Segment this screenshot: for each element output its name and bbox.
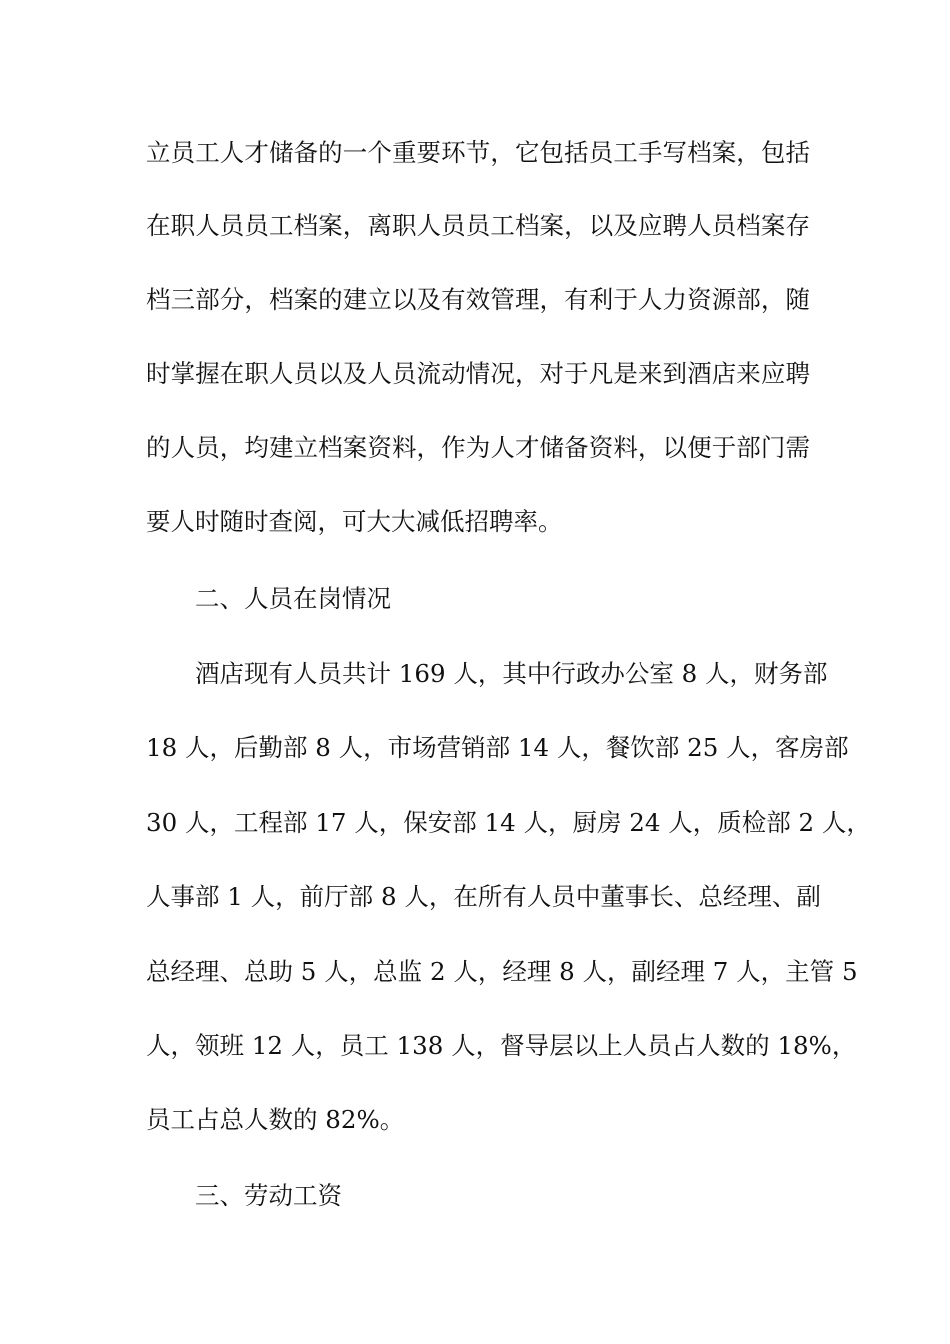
paragraph-line: 酒店现有人员共计 169 人，其中行政办公室 8 人，财务部 bbox=[195, 659, 828, 688]
paragraph-line: 时掌握在职人员以及人员流动情况，对于凡是来到酒店来应聘 bbox=[146, 359, 810, 388]
paragraph-line: 30 人，工程部 17 人，保安部 14 人，厨房 24 人，质检部 2 人， bbox=[146, 808, 871, 837]
section-heading-wages: 三、劳动工资 bbox=[195, 1181, 342, 1210]
paragraph-line: 人，领班 12 人，员工 138 人，督导层以上人员占人数的 18%， bbox=[146, 1031, 857, 1060]
paragraph-line: 的人员，均建立档案资料，作为人才储备资料，以便于部门需 bbox=[146, 433, 810, 462]
paragraph-line: 总经理、总助 5 人，总监 2 人，经理 8 人，副经理 7 人，主管 5 bbox=[146, 957, 858, 986]
paragraph-line: 要人时随时查阅，可大大减低招聘率。 bbox=[146, 507, 563, 536]
paragraph-line: 员工占总人数的 82%。 bbox=[146, 1105, 405, 1134]
paragraph-line: 档三部分，档案的建立以及有效管理，有利于人力资源部，随 bbox=[146, 285, 810, 314]
paragraph-line: 在职人员员工档案，离职人员员工档案，以及应聘人员档案存 bbox=[146, 211, 810, 240]
paragraph-line: 18 人，后勤部 8 人，市场营销部 14 人，餐饮部 25 人，客房部 bbox=[146, 733, 849, 762]
section-heading-staffing: 二、人员在岗情况 bbox=[195, 584, 391, 613]
paragraph-line: 立员工人才储备的一个重要环节，它包括员工手写档案，包括 bbox=[146, 138, 810, 167]
paragraph-line: 人事部 1 人，前厅部 8 人，在所有人员中董事长、总经理、副 bbox=[146, 882, 821, 911]
